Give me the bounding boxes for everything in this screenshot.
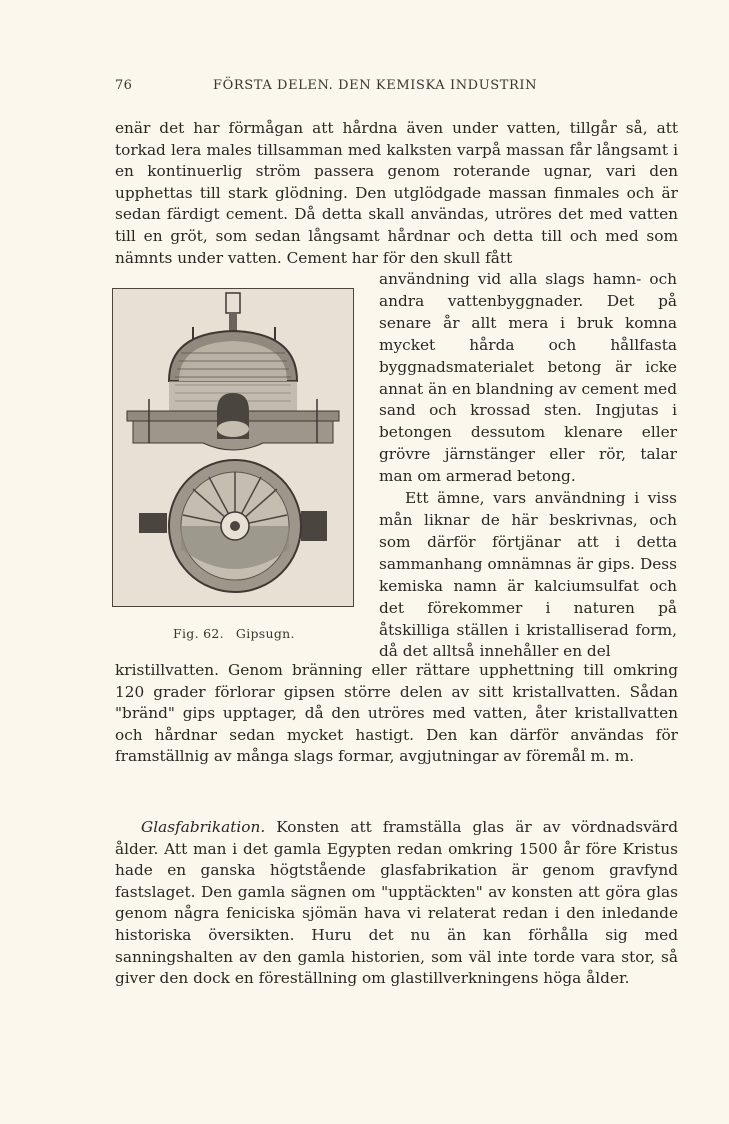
figure-caption-text: Gipsugn. bbox=[235, 626, 295, 641]
figure-caption bbox=[173, 626, 307, 641]
paragraph-glass bbox=[115, 817, 678, 990]
paragraph-text: kristillvatten. Genom bränning eller rättare upphettning till omkring 120 grader förlorar gipsen större delen av sitt kristallvatten. Sådan "bränd" gips upptager, då den utröres med vatten, åter kristallvatten och hårdnar sedan mycket hastigt. Den kan därför användas för framställnig av många slags formar, avgjutningar av föremål m. m. bbox=[115, 661, 678, 766]
paragraph-gypsum bbox=[115, 660, 678, 768]
figure-gypsum-kiln bbox=[112, 288, 354, 607]
side-paragraph-gips: Ett ämne, vars användning i viss mån liknar de här beskrivnas, och som därför förtjänar att i detta sammanhang omnämnas är gips. Dess kemiska namn är kalciumsulfat och det förekommer i naturen på åtskilliga ställen i kristalliserad form, då det alltså innehåller en del bbox=[379, 489, 677, 661]
page-number: 76 bbox=[115, 78, 133, 93]
paragraph-cement bbox=[115, 118, 678, 269]
section-title: Glasfabrikation. bbox=[141, 818, 266, 836]
running-title: FÖRSTA DELEN. DEN KEMISKA INDUSTRIN bbox=[213, 78, 538, 93]
section-body: Konsten att framställa glas är av vördnadsvärd ålder. Att man i det gamla Egypten redan omkring 1500 år före Kristus hade en ganska högtstående glasfabrikation är genom gravfynd fastslaget. Den gamla sägnen om "upptäckten" av konsten att göra glas genom några feniciska sjömän hava vi relaterat redan i den inledande historiska översikten. Huru det nu än kan förhålla sig med sanningshalten av den gamla historien, som väl inte torde vara stor, så giver den dock en föreställning om glastillverkningens höga ålder. bbox=[115, 818, 678, 988]
paragraph-text: enär det har förmågan att hårdna även under vatten, tillgår så, att torkad lera males tillsamman med kalksten varpå massan får långsamt i en kontinuerlig ström passera genom roterande ugnar, vari den upphettas till stark glödning. Den utglödgade massan finmales och är sedan färdigt cement. Då detta skall användas, utröres det med vatten till en gröt, som sedan långsamt hårdnar och detta till och med som nämnts under vatten. Cement har för den skull fått bbox=[115, 119, 678, 267]
figure-label: Fig. 62. bbox=[173, 626, 224, 641]
side-paragraph-betong: användning vid alla slags hamn- och andra vattenbyggnader. Det på senare år allt mera i bruk komna mycket hårda och hållfasta byggnadsmaterialet betong är icke annat än en blandning av cement med sand och krossad sten. Ingjutas i betongen dessutom klenare eller grövre järnstänger eller rör, talar man om armerad betong. bbox=[379, 270, 677, 486]
paragraph-text bbox=[115, 817, 678, 990]
kiln-illustration-icon bbox=[113, 289, 353, 606]
side-column-text bbox=[379, 269, 677, 663]
